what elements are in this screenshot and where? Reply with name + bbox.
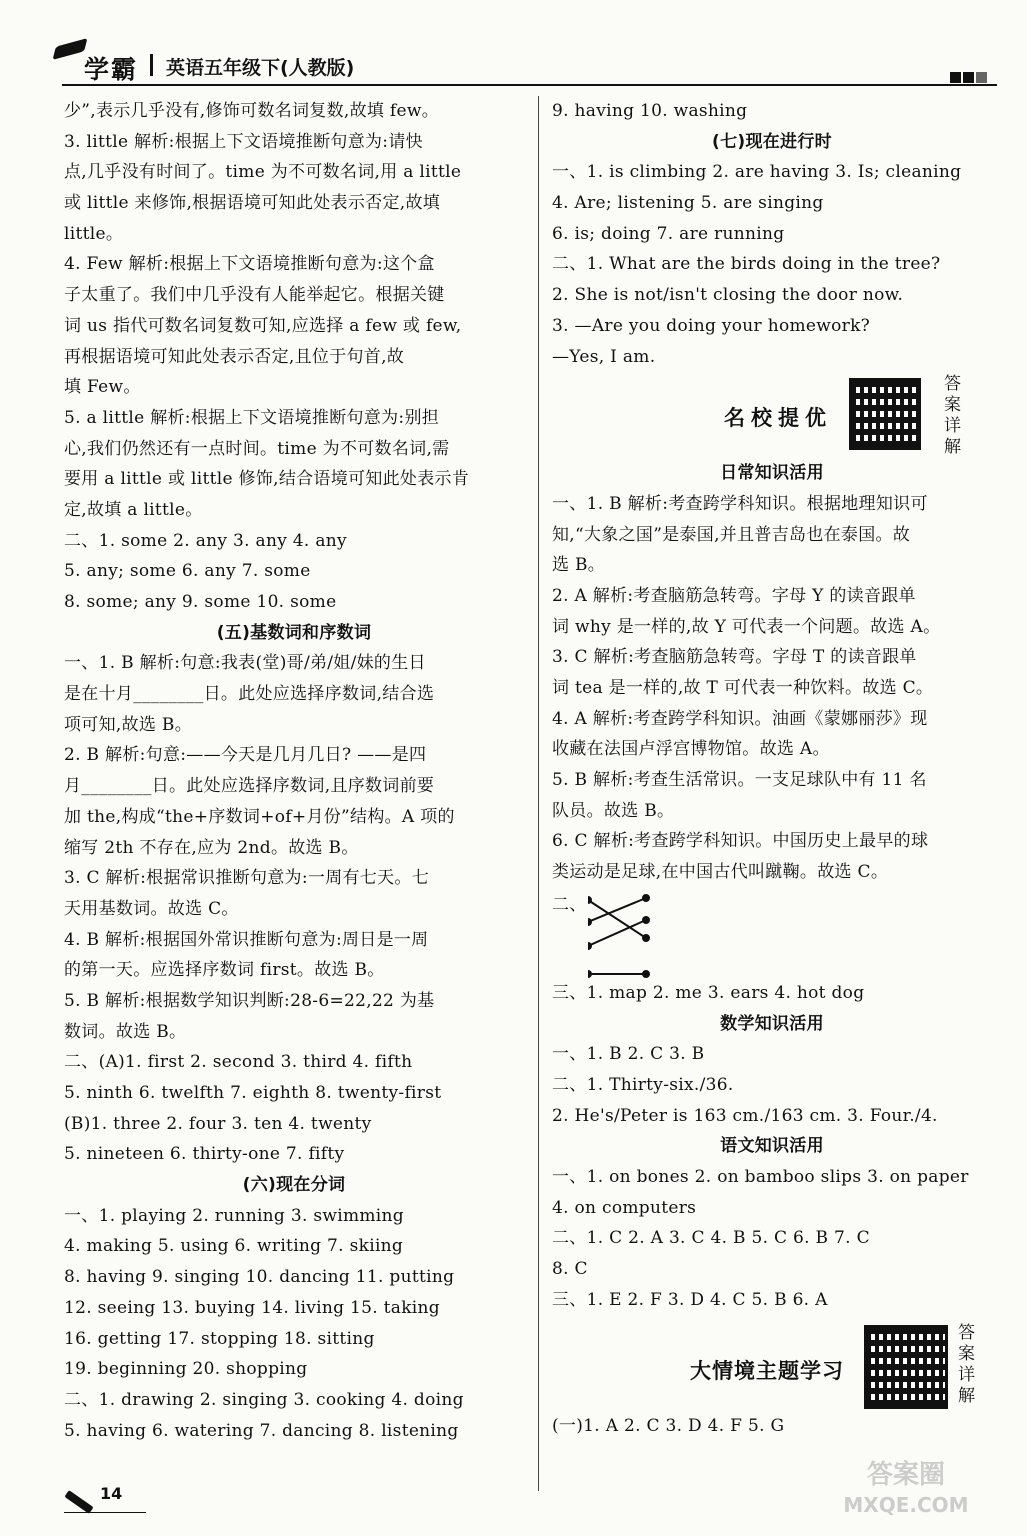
answer-line: 8. C: [552, 1259, 588, 1279]
pen-icon: [64, 1490, 93, 1514]
answer-line: 点,几乎没有时间了。time 为不可数名词,用 a little: [64, 162, 462, 183]
qr-caption: 答案详解: [944, 374, 961, 458]
header-rule: [62, 84, 997, 86]
answer-line: 或 little 来修饰,根据语境可知此处表示否定,故填: [64, 193, 441, 214]
answer-line: —Yes, I am.: [552, 346, 656, 367]
answer-line: 子太重了。我们中几乎没有人能举起它。根据关键: [64, 285, 445, 306]
section-banner-title: 名校提优: [724, 406, 832, 431]
matching-lines-diagram: [588, 892, 678, 978]
answer-line: little。: [64, 223, 124, 244]
answer-line: 5. ninth 6. twelfth 7. eighth 8. twenty-first: [64, 1083, 442, 1103]
answer-line: 3. little 解析:根据上下文语境推断句意为:请快: [64, 131, 423, 152]
answer-line: 5. B 解析:根据数学知识判断:28-6=22,22 为基: [64, 990, 435, 1011]
answer-line: 项可知,故选 B。: [64, 714, 192, 735]
answer-line: 4. Are; listening 5. are singing: [552, 193, 824, 214]
answer-line: 二、1. some 2. any 3. any 4. any: [64, 530, 347, 551]
subsection-heading: 语文知识活用: [720, 1136, 824, 1157]
answer-line: 再根据语境可知此处表示否定,且位于句首,故: [64, 346, 405, 367]
matching-answer: [552, 888, 992, 978]
answer-line: 的第一天。应选择序数词 first。故选 B。: [64, 960, 385, 981]
answer-line: 三、1. map 2. me 3. ears 4. hot dog: [552, 982, 865, 1003]
answer-line: 二、1. Thirty-six./36.: [552, 1074, 734, 1095]
section-banner-mingxiao: [552, 372, 992, 458]
answer-line: 知,“大象之国”是泰国,并且普吉岛也在泰国。故: [552, 524, 911, 545]
answer-line: 数词。故选 B。: [64, 1021, 187, 1042]
answer-line: 队员。故选 B。: [552, 800, 675, 821]
page-number: 14: [100, 1484, 123, 1503]
section-heading: (五)基数词和序数词: [216, 622, 372, 643]
answer-line: 12. seeing 13. buying 14. living 15. taking: [64, 1297, 440, 1318]
answer-line: 2. He's/Peter is 163 cm./163 cm. 3. Four./4.: [552, 1105, 938, 1126]
page-header: [62, 50, 997, 86]
graduation-cap-icon: [53, 38, 88, 60]
section-heading: (六)现在分词: [242, 1175, 346, 1196]
answer-line: 5. having 6. watering 7. dancing 8. listening: [64, 1420, 459, 1441]
qr-code-icon[interactable]: [849, 378, 921, 450]
answer-line: 4. on computers: [552, 1197, 697, 1218]
answer-line: 5. B 解析:考查生活常识。一支足球队中有 11 名: [552, 770, 927, 791]
subsection-heading: 数学知识活用: [720, 1013, 824, 1034]
watermark: 答案圈 MXQE.COM: [843, 1460, 969, 1517]
answer-line: 词 why 是一样的,故 Y 可代表一个问题。故选 A。: [552, 616, 941, 637]
answer-line: 选 B。: [552, 555, 606, 576]
answer-line: 一、1. B 2. C 3. B: [552, 1044, 705, 1065]
column-divider: [538, 96, 539, 1491]
answer-line: 二、1. drawing 2. singing 3. cooking 4. doing: [64, 1389, 464, 1410]
answer-line: 要用 a little 或 little 修饰,结合语境可知此处表示肯: [64, 469, 470, 490]
answer-line: 一、1. B 解析:句意:我表(堂)哥/弟/姐/妹的生日: [64, 653, 426, 674]
answer-line: 8. having 9. singing 10. dancing 11. putting: [64, 1267, 455, 1288]
answer-line: 3. —Are you doing your homework?: [552, 315, 871, 336]
brand-logo: 学霸: [84, 55, 139, 84]
answer-line: 少”,表示几乎没有,修饰可数名词复数,故填 few。: [64, 101, 440, 121]
answer-line: 3. C 解析:根据常识推断句意为:一周有七天。七: [64, 868, 429, 889]
answer-line: 是在十月________日。此处应选择序数词,结合选: [64, 684, 435, 705]
answer-line: 一、1. B 解析:考查跨学科知识。根据地理知识可: [552, 493, 928, 514]
section-banner-daqingjing: [552, 1315, 992, 1411]
answer-line: 词 us 指代可数名词复数可知,应选择 a few 或 few,: [64, 315, 462, 336]
answer-line: 定,故填 a little。: [64, 499, 203, 520]
answer-line: 缩写 2th 不存在,应为 2nd。故选 B。: [64, 837, 359, 858]
book-title: 英语五年级下(人教版): [166, 57, 355, 79]
answer-line: 6. C 解析:考查跨学科知识。中国历史上最早的球: [552, 831, 929, 852]
left-column: [64, 96, 524, 1446]
answer-line: 19. beginning 20. shopping: [64, 1359, 308, 1380]
answer-line: 心,我们仍然还有一点时间。time 为不可数名词,需: [64, 438, 450, 459]
answer-line: 4. A 解析:考查跨学科知识。油画《蒙娜丽莎》现: [552, 708, 928, 729]
answer-line: 二、1. C 2. A 3. C 4. B 5. C 6. B 7. C: [552, 1228, 870, 1249]
answer-line: 一、1. playing 2. running 3. swimming: [64, 1205, 404, 1226]
answer-line: 收藏在法国卢浮宫博物馆。故选 A。: [552, 739, 830, 760]
answer-line: 天用基数词。故选 C。: [64, 898, 239, 919]
matching-label: 二、: [552, 894, 587, 915]
answer-line: 3. C 解析:考查脑筋急转弯。字母 T 的读音跟单: [552, 647, 917, 668]
section-heading: (七)现在进行时: [712, 131, 832, 152]
qr-caption: 答案详解: [958, 1323, 975, 1407]
answer-line: 4. making 5. using 6. writing 7. skiing: [64, 1236, 404, 1257]
answer-line: (B)1. three 2. four 3. ten 4. twenty: [64, 1113, 372, 1134]
answer-line: 月________日。此处应选择序数词,且序数词前要: [64, 776, 435, 797]
answer-line: 2. She is not/isn't closing the door now.: [552, 285, 904, 306]
subsection-heading: 日常知识活用: [720, 463, 824, 484]
answer-line: 6. is; doing 7. are running: [552, 223, 785, 244]
answer-line: 词 tea 是一样的,故 T 可代表一种饮料。故选 C。: [552, 678, 934, 698]
answer-line: 9. having 10. washing: [552, 101, 748, 121]
answer-line: (一)1. A 2. C 3. D 4. F 5. G: [552, 1416, 785, 1437]
answer-line: 8. some; any 9. some 10. some: [64, 592, 337, 612]
answer-line: 一、1. is climbing 2. are having 3. Is; cleaning: [552, 162, 962, 183]
answer-line: 类运动是足球,在中国古代叫蹴鞠。故选 C。: [552, 862, 889, 883]
answer-line: 二、1. What are the birds doing in the tree?: [552, 254, 941, 275]
answer-line: 4. B 解析:根据国外常识推断句意为:周日是一周: [64, 929, 429, 950]
answer-line: 2. A 解析:考查脑筋急转弯。字母 Y 的读音跟单: [552, 585, 916, 606]
answer-line: 一、1. on bones 2. on bamboo slips 3. on paper: [552, 1166, 969, 1187]
section-banner-title: 大情境主题学习: [690, 1359, 844, 1384]
answer-line: 加 the,构成“the+序数词+of+月份”结构。A 项的: [64, 806, 455, 827]
header-separator: [150, 54, 153, 76]
answer-line: 二、(A)1. first 2. second 3. third 4. fifth: [64, 1052, 413, 1073]
answer-line: 5. any; some 6. any 7. some: [64, 561, 311, 582]
answer-line: 2. B 解析:句意:——今天是几月几日? ——是四: [64, 745, 427, 766]
footer-rule: [64, 1512, 146, 1513]
answer-line: 16. getting 17. stopping 18. sitting: [64, 1328, 375, 1349]
qr-code-icon[interactable]: [864, 1325, 948, 1409]
answer-line: 5. a little 解析:根据上下文语境推断句意为:别担: [64, 407, 440, 428]
answer-line: 5. nineteen 6. thirty-one 7. fifty: [64, 1144, 345, 1165]
answer-line: 4. Few 解析:根据上下文语境推断句意为:这个盒: [64, 254, 435, 275]
answer-line: 三、1. E 2. F 3. D 4. C 5. B 6. A: [552, 1289, 828, 1310]
answer-line: 填 Few。: [64, 377, 141, 398]
right-column: [552, 96, 992, 1442]
